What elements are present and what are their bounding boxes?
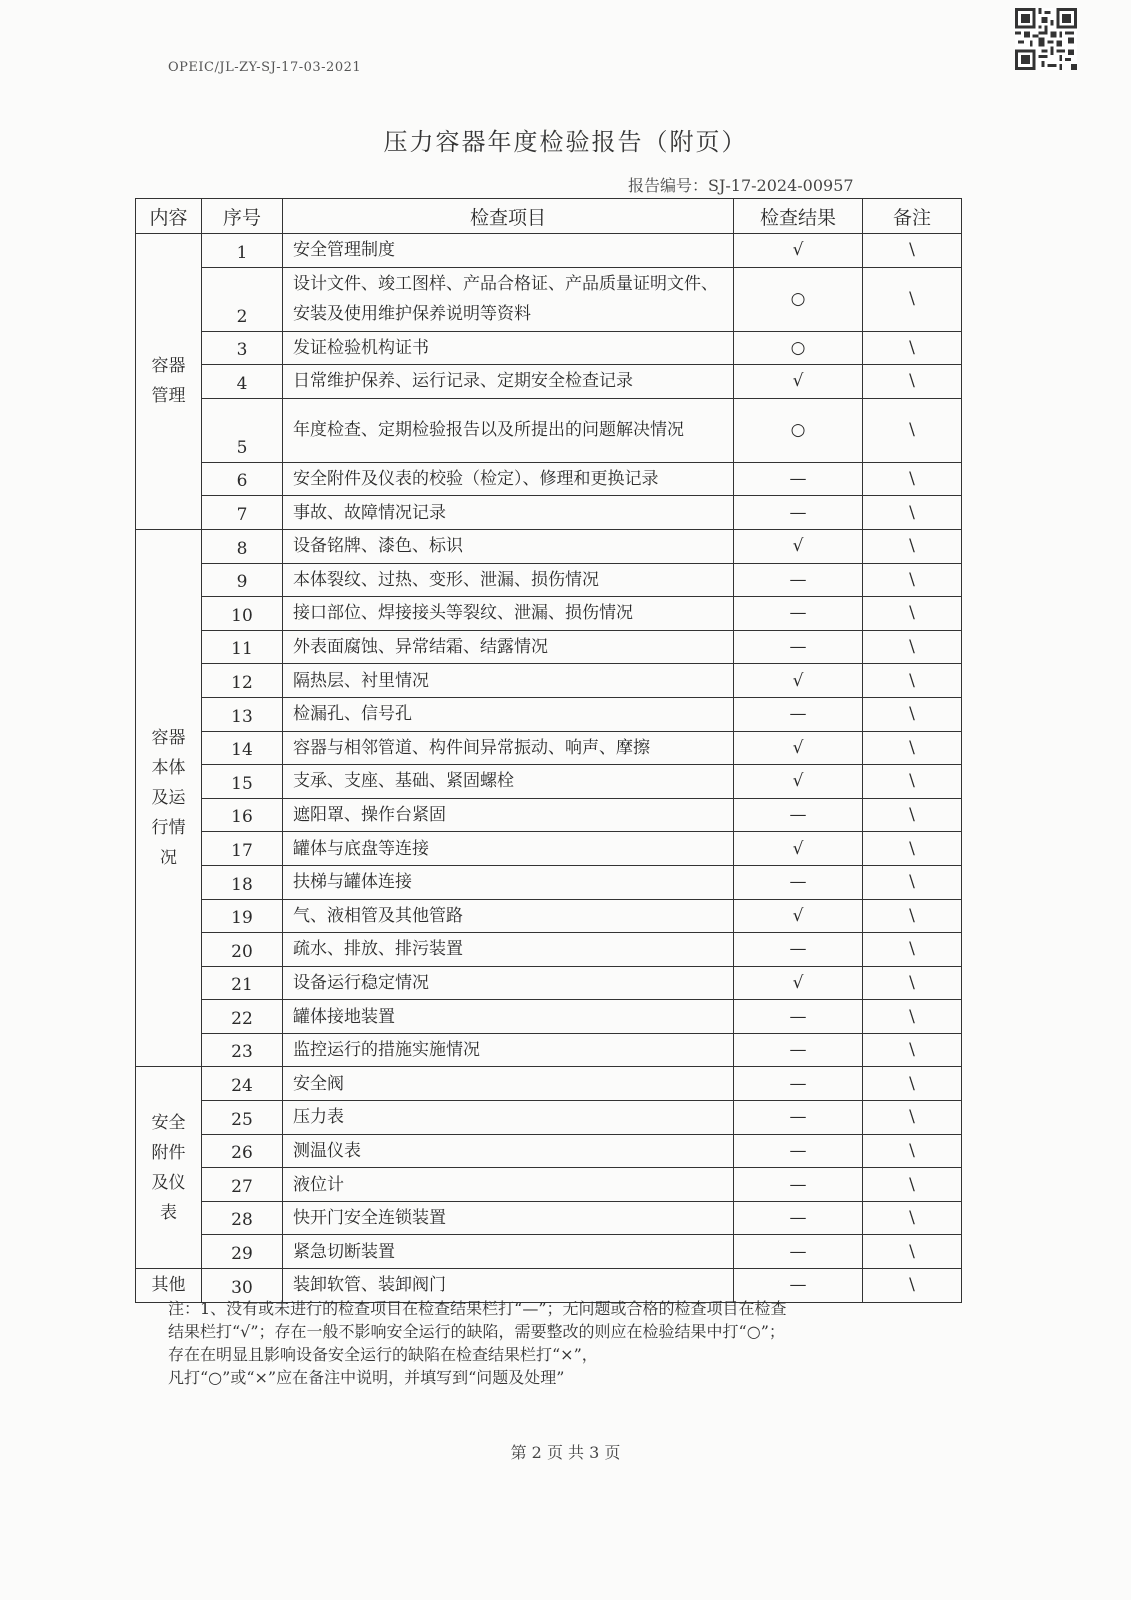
remark-cell: \ [863,1101,962,1135]
result-cell: — [734,1134,863,1168]
result-cell: — [734,1033,863,1067]
seq-cell: 24 [202,1067,283,1101]
table-row [136,1201,962,1235]
table-row [136,899,962,933]
remark-cell: \ [863,765,962,799]
item-cell: 疏水、排放、排污装置 [283,933,734,967]
table-row [136,563,962,597]
item-cell: 外表面腐蚀、异常结霜、结露情况 [283,630,734,664]
seq-cell: 2 [202,267,283,331]
result-cell: — [734,1067,863,1101]
note-line: 存在在明显且影响设备安全运行的缺陷在检查结果栏打“×”， [168,1345,598,1364]
remark-cell: \ [863,865,962,899]
item-cell: 隔热层、衬里情况 [283,664,734,698]
remark-cell: \ [863,697,962,731]
seq-cell: 12 [202,664,283,698]
seq-cell: 8 [202,529,283,563]
result-cell: — [734,1201,863,1235]
remark-cell: \ [863,798,962,832]
item-cell: 压力表 [283,1101,734,1135]
remark-cell: \ [863,597,962,631]
remark-cell: \ [863,1134,962,1168]
table-row [136,597,962,631]
remark-cell: \ [863,899,962,933]
item-cell: 扶梯与罐体连接 [283,865,734,899]
notes [168,1297,938,1389]
item-cell: 接口部位、焊接接头等裂纹、泄漏、损伤情况 [283,597,734,631]
item-cell: 遮阳罩、操作台紧固 [283,798,734,832]
remark-cell: \ [863,664,962,698]
seq-cell: 28 [202,1201,283,1235]
item-cell: 安全附件及仪表的校验（检定）、修理和更换记录 [283,462,734,496]
section-label-text: 其他 [151,1275,186,1296]
remark-cell: \ [863,462,962,496]
page-title: 压力容器年度检验报告（附页） [383,128,748,156]
item-cell: 支承、支座、基础、紧固螺栓 [283,765,734,799]
seq-cell: 11 [202,630,283,664]
seq-cell: 14 [202,731,283,765]
table-row [136,267,962,331]
table-row [136,1235,962,1269]
header-item: 检查项目 [283,199,734,234]
seq-cell: 9 [202,563,283,597]
result-cell: √ [734,365,863,399]
seq-cell: 1 [202,234,283,268]
result-cell: √ [734,234,863,268]
seq-cell: 18 [202,865,283,899]
seq-cell: 21 [202,966,283,1000]
item-cell: 液位计 [283,1168,734,1202]
seq-cell: 30 [202,1269,283,1303]
item-cell: 罐体接地装置 [283,1000,734,1034]
item-cell: 罐体与底盘等连接 [283,832,734,866]
table-row [136,529,962,563]
remark-cell: \ [863,1201,962,1235]
table-row [136,398,962,462]
item-cell: 日常维护保养、运行记录、定期安全检查记录 [283,365,734,399]
result-cell: ○ [734,398,863,462]
result-cell: √ [734,529,863,563]
table-row [136,1101,962,1135]
table-row [136,865,962,899]
remark-cell: \ [863,1235,962,1269]
table-row [136,664,962,698]
result-cell: — [734,798,863,832]
remark-cell: \ [863,365,962,399]
remark-cell: \ [863,398,962,462]
item-cell: 测温仪表 [283,1134,734,1168]
remark-cell: \ [863,1000,962,1034]
header-seq: 序号 [202,199,283,234]
seq-cell: 23 [202,1033,283,1067]
remark-cell: \ [863,331,962,365]
remark-cell: \ [863,1067,962,1101]
table-row [136,234,962,268]
result-cell: — [734,1101,863,1135]
seq-cell: 16 [202,798,283,832]
item-cell: 安全阀 [283,1067,734,1101]
remark-cell: \ [863,1269,962,1303]
page-number: 第 2 页 共 3 页 [510,1443,621,1462]
remark-cell: \ [863,832,962,866]
qr-code-icon [1015,8,1077,70]
result-cell: — [734,563,863,597]
table-row [136,1168,962,1202]
item-cell: 监控运行的措施实施情况 [283,1033,734,1067]
remark-cell: \ [863,731,962,765]
seq-cell: 5 [202,398,283,462]
table-row [136,331,962,365]
remark-cell: \ [863,529,962,563]
seq-cell: 7 [202,496,283,530]
section-label [136,234,202,530]
header-content: 内容 [136,199,202,234]
seq-cell: 20 [202,933,283,967]
table-row [136,365,962,399]
item-cell: 设备铭牌、漆色、标识 [283,529,734,563]
remark-cell: \ [863,496,962,530]
remark-cell: \ [863,1168,962,1202]
table-header-row [136,199,962,234]
section-label-text: 容器本体及运行情况 [151,728,186,869]
table-row [136,731,962,765]
note-line: 结果栏打“√”；存在一般不影响安全运行的缺陷，需要整改的则应在检验结果中打“○”； [168,1322,785,1341]
result-cell: √ [734,731,863,765]
result-cell: — [734,1168,863,1202]
result-cell: √ [734,966,863,1000]
result-cell: √ [734,664,863,698]
seq-cell: 27 [202,1168,283,1202]
table-row [136,832,962,866]
item-cell: 设备运行稳定情况 [283,966,734,1000]
table-row [136,966,962,1000]
result-cell: — [734,697,863,731]
result-cell: ○ [734,331,863,365]
seq-cell: 15 [202,765,283,799]
remark-cell: \ [863,234,962,268]
form-code: OPEIC/JL-ZY-SJ-17-03-2021 [168,60,362,75]
result-cell: — [734,1269,863,1303]
item-cell: 年度检查、定期检验报告以及所提出的问题解决情况 [283,398,734,462]
note-line: 凡打“○”或“×”应在备注中说明，并填写到“问题及处理” [168,1368,565,1387]
item-cell: 检漏孔、信号孔 [283,697,734,731]
result-cell: — [734,865,863,899]
table-row [136,630,962,664]
report-number: 报告编号：SJ-17-2024-00957 [628,176,854,195]
remark-cell: \ [863,563,962,597]
inspection-table [135,198,962,1303]
table-row [136,496,962,530]
seq-cell: 25 [202,1101,283,1135]
item-cell: 安全管理制度 [283,234,734,268]
table-body [136,234,962,1303]
item-cell: 装卸软管、装卸阀门 [283,1269,734,1303]
result-cell: √ [734,899,863,933]
seq-cell: 29 [202,1235,283,1269]
table-row [136,933,962,967]
section-label [136,1067,202,1269]
note-line: 注：1、没有或未进行的检查项目在检查结果栏打“—”；无问题或合格的检查项目在检查 [168,1299,787,1318]
item-cell: 设计文件、竣工图样、产品合格证、产品质量证明文件、安装及使用维护保养说明等资料 [283,267,734,331]
seq-cell: 6 [202,462,283,496]
table-row [136,798,962,832]
item-cell: 气、液相管及其他管路 [283,899,734,933]
header-result: 检查结果 [734,199,863,234]
result-cell: — [734,630,863,664]
result-cell: — [734,496,863,530]
remark-cell: \ [863,933,962,967]
item-cell: 发证检验机构证书 [283,331,734,365]
table-row [136,765,962,799]
section-label-text: 容器管理 [151,356,186,407]
item-cell: 事故、故障情况记录 [283,496,734,530]
result-cell: √ [734,832,863,866]
seq-cell: 19 [202,899,283,933]
result-cell: — [734,933,863,967]
table-row [136,462,962,496]
result-cell: — [734,1000,863,1034]
table-row [136,1000,962,1034]
header-remark: 备注 [863,199,962,234]
table-row [136,1134,962,1168]
item-cell: 快开门安全连锁装置 [283,1201,734,1235]
remark-cell: \ [863,966,962,1000]
item-cell: 紧急切断装置 [283,1235,734,1269]
item-cell: 容器与相邻管道、构件间异常振动、响声、摩擦 [283,731,734,765]
seq-cell: 3 [202,331,283,365]
remark-cell: \ [863,267,962,331]
seq-cell: 22 [202,1000,283,1034]
table-row [136,1067,962,1101]
remark-cell: \ [863,1033,962,1067]
result-cell: √ [734,765,863,799]
table-row [136,697,962,731]
result-cell: — [734,597,863,631]
section-label-text: 安全附件及仪表 [151,1112,186,1223]
result-cell: — [734,1235,863,1269]
section-label [136,529,202,1067]
seq-cell: 17 [202,832,283,866]
table-row [136,1033,962,1067]
seq-cell: 4 [202,365,283,399]
result-cell: ○ [734,267,863,331]
seq-cell: 26 [202,1134,283,1168]
seq-cell: 10 [202,597,283,631]
seq-cell: 13 [202,697,283,731]
remark-cell: \ [863,630,962,664]
item-cell: 本体裂纹、过热、变形、泄漏、损伤情况 [283,563,734,597]
result-cell: — [734,462,863,496]
